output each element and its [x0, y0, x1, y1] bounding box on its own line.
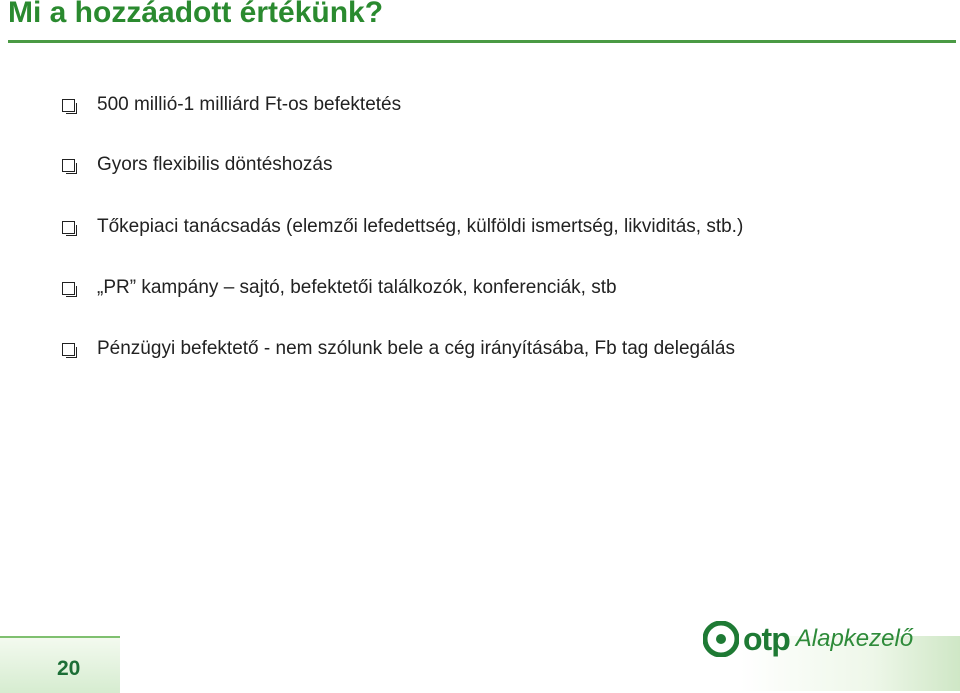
title-divider — [8, 40, 956, 43]
bullet-item — [62, 154, 333, 176]
otp-swirl-icon — [703, 621, 739, 657]
otp-alapkezelo-logo — [703, 618, 913, 660]
bullet-text: Gyors flexibilis döntéshozás — [97, 154, 333, 175]
bullet-item — [62, 277, 617, 299]
logo-brand: otp — [743, 620, 790, 657]
checkbox-square-icon — [62, 343, 75, 356]
page-number: 20 — [57, 657, 81, 680]
bullet-item — [62, 338, 735, 360]
checkbox-square-icon — [62, 99, 75, 112]
checkbox-square-icon — [62, 159, 75, 172]
bullet-item — [62, 94, 401, 116]
bullet-item — [62, 216, 743, 238]
bullet-text: 500 millió-1 milliárd Ft-os befektetés — [97, 94, 402, 115]
slide-title: Mi a hozzáadott értékünk? — [8, 0, 384, 29]
checkbox-square-icon — [62, 221, 75, 234]
bullet-text: „PR” kampány – sajtó, befektetői találkozók, konferenciák, stb — [97, 277, 617, 298]
bullet-text: Tőkepiaci tanácsadás (elemzői lefedettség, külföldi ismertség, likviditás, stb.) — [97, 216, 744, 237]
checkbox-square-icon — [62, 282, 75, 295]
logo-subtitle: Alapkezelő — [795, 625, 914, 652]
bullet-text: Pénzügyi befektető - nem szólunk bele a cég irányításába, Fb tag delegálás — [97, 338, 735, 359]
